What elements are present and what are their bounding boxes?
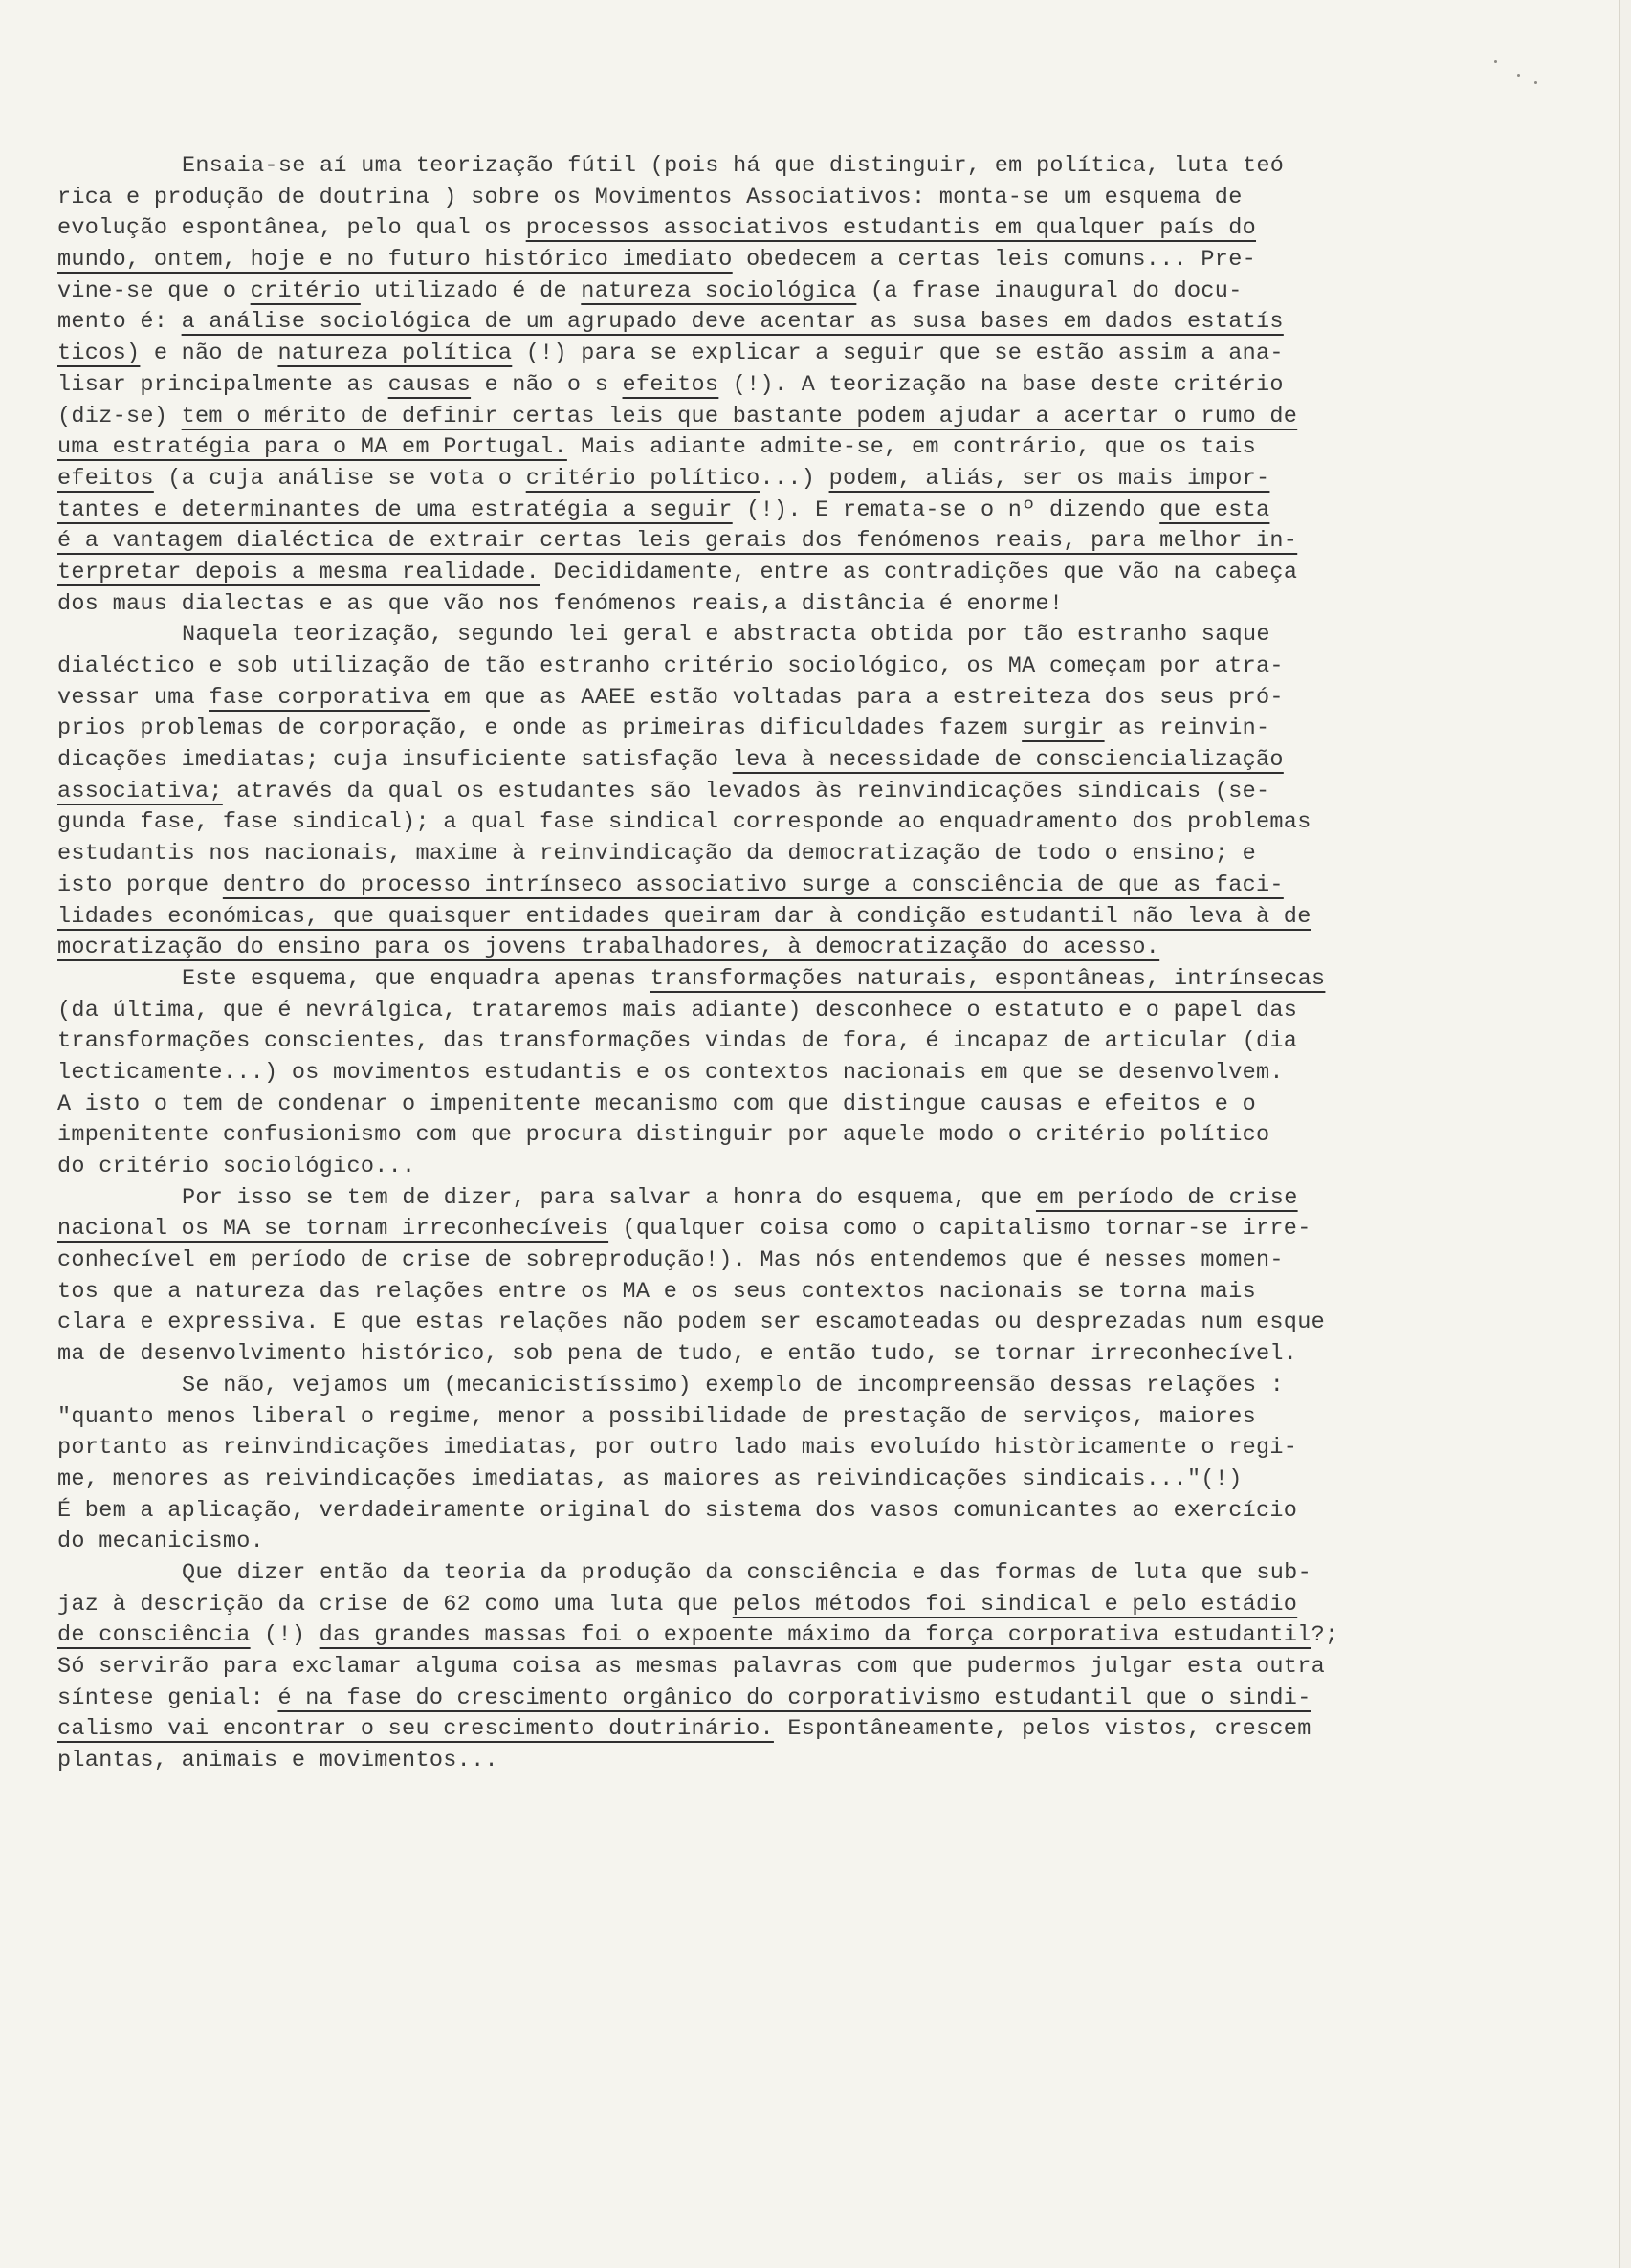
underlined-text: lidades económicas, que quaisquer entidades queiram dar à condição estudantil não leva à de <box>57 903 1311 930</box>
text-line <box>57 1620 1550 1652</box>
text-line <box>57 464 1550 495</box>
underlined-text: podem, aliás, ser os mais impor- <box>828 465 1270 492</box>
text-run: conhecível em período de crise de sobreprodução!). Mas nós entendemos que é nesses momen- <box>57 1247 1284 1274</box>
text-run: Naquela teorização, segundo lei geral e abstracta obtida por tão estranho saque <box>182 622 1270 649</box>
text-line <box>57 1245 1550 1277</box>
text-run: (qualquer coisa como o capitalismo tornar-se irre- <box>608 1216 1311 1243</box>
underlined-text: mocratização do ensino para os jovens trabalhadores, à democratização do acesso. <box>57 935 1160 961</box>
text-line <box>57 1652 1550 1684</box>
text-line <box>57 558 1550 589</box>
text-run: Este esquema, que enquadra apenas <box>182 965 650 992</box>
underlined-text: tem o mérito de definir certas leis que bastante podem ajudar a acertar o rumo de <box>181 403 1298 429</box>
underlined-text: mundo, ontem, hoje e no futuro histórico imediato <box>57 247 733 274</box>
underlined-text: uma estratégia para o MA em Portugal. <box>57 434 567 461</box>
text-run: mento é: <box>57 309 182 336</box>
text-run: dos maus dialectas e as que vão nos fenómenos reais,a distância é enorme! <box>57 590 1064 617</box>
underlined-text: terpretar depois a mesma realidade. <box>57 559 540 585</box>
text-line <box>57 1339 1550 1371</box>
text-run: clara e expressiva. E que estas relações não podem ser escamoteadas ou desprezadas num esque <box>57 1310 1326 1336</box>
text-line <box>57 933 1550 964</box>
text-line <box>57 1527 1550 1558</box>
underlined-text: surgir <box>1022 716 1105 742</box>
underlined-text: processos associativos estudantis em qualquer país do <box>525 215 1257 242</box>
text-run: A isto o tem de condenar o impenitente mecanismo com que distingue causas e efeitos e o <box>57 1090 1256 1117</box>
text-run: plantas, animais e movimentos... <box>57 1748 498 1774</box>
paragraph <box>57 151 1550 620</box>
text-line <box>57 1058 1550 1090</box>
text-run: tos que a natureza das relações entre os MA e os seus contextos nacionais se torna mais <box>57 1278 1256 1305</box>
text-run: do mecanicismo. <box>57 1529 265 1555</box>
text-run: síntese genial: <box>57 1684 278 1711</box>
text-line <box>57 183 1550 214</box>
text-run: vine-se que o <box>57 277 251 304</box>
text-run: e não o s <box>471 371 623 398</box>
underlined-text: critério político <box>525 465 760 492</box>
document-body <box>57 151 1550 1777</box>
text-line <box>57 307 1550 339</box>
paragraph <box>57 1558 1550 1777</box>
text-run: rica e produção de doutrina ) sobre os Movimentos Associativos: monta-se um esquema de <box>57 184 1243 210</box>
text-run: "quanto menos liberal o regime, menor a possibilidade de prestação de serviços, maiores <box>57 1403 1256 1430</box>
text-run: transformações conscientes, das transformações vindas de fora, é incapaz de articular (dia <box>57 1028 1298 1055</box>
underlined-text: tantes e determinantes de uma estratégia a seguir <box>57 496 733 523</box>
text-line <box>57 964 1550 996</box>
text-run: utilizado é de <box>360 277 582 304</box>
text-run: Só servirão para exclamar alguma coisa as mesmas palavras com que pudermos julgar esta outra <box>57 1654 1326 1680</box>
text-line <box>57 683 1550 715</box>
text-run: obedecem a certas leis comuns... Pre- <box>732 247 1257 274</box>
underlined-text: associativa; <box>57 778 223 804</box>
text-run: (diz-se) <box>57 403 182 429</box>
text-line <box>57 1183 1550 1215</box>
text-line <box>57 1714 1550 1746</box>
text-line <box>57 1277 1550 1309</box>
underlined-text: é na fase do crescimento orgânico do corporativismo estudantil que o sindi- <box>277 1684 1311 1711</box>
text-line <box>57 839 1550 870</box>
paragraph <box>57 1371 1550 1558</box>
text-line <box>57 1558 1550 1590</box>
text-run: (a frase inaugural do docu- <box>856 277 1243 304</box>
text-line <box>57 745 1550 777</box>
text-line <box>57 1026 1550 1058</box>
paragraph <box>57 1183 1550 1371</box>
text-run: Mais adiante admite-se, em contrário, que os tais <box>566 434 1257 461</box>
text-run: ma de desenvolvimento histórico, sob pena de tudo, e então tudo, se tornar irreconhecível. <box>57 1341 1298 1368</box>
text-run: (!). E remata-se o nº dizendo <box>732 496 1160 523</box>
text-line <box>57 1152 1550 1183</box>
underlined-text: pelos métodos foi sindical e pelo estádio <box>732 1591 1298 1618</box>
text-line <box>57 276 1550 308</box>
text-run: vessar uma <box>57 684 209 711</box>
text-run: Por isso se tem de dizer, para salvar a honra do esquema, que <box>182 1184 1036 1211</box>
text-run: Espontâneamente, pelos vistos, crescem <box>773 1716 1311 1743</box>
text-run: Ensaia-se aí uma teorização fútil (pois há que distinguir, em política, luta teó <box>182 153 1285 179</box>
text-line <box>57 1090 1550 1121</box>
paragraph <box>57 620 1550 964</box>
text-run: É bem a aplicação, verdadeiramente original do sistema dos vasos comunicantes ao exercício <box>57 1497 1298 1524</box>
text-line <box>57 213 1550 245</box>
underlined-text: em período de crise <box>1035 1184 1298 1211</box>
text-run: as reinvin- <box>1104 716 1270 742</box>
text-line <box>57 339 1550 370</box>
text-line <box>57 1120 1550 1152</box>
text-line <box>57 1433 1550 1464</box>
underlined-text: efeitos <box>57 465 154 492</box>
text-run: ...) <box>760 465 829 492</box>
underlined-text: é a vantagem dialéctica de extrair certas leis gerais dos fenómenos reais, para melhor in- <box>57 528 1298 555</box>
text-line <box>57 1684 1550 1715</box>
text-run: (a cuja análise se vota o <box>153 465 526 492</box>
paper-specks <box>1485 53 1542 91</box>
text-run: dicações imediatas; cuja insuficiente satisfação <box>57 747 733 774</box>
underlined-text: fase corporativa <box>209 684 430 711</box>
text-line <box>57 777 1550 808</box>
text-line <box>57 526 1550 558</box>
text-line <box>57 1590 1550 1621</box>
underlined-text: causas <box>387 371 472 398</box>
text-run: do critério sociológico... <box>57 1154 416 1179</box>
underlined-text: ticos) <box>57 341 141 367</box>
underlined-text: natureza sociológica <box>581 277 857 304</box>
text-line <box>57 1464 1550 1496</box>
text-run: Que dizer então da teoria da produção da consciência e das formas de luta que sub- <box>182 1559 1311 1586</box>
text-run: dialéctico e sob utilização de tão estranho critério sociológico, os MA começam por atra- <box>57 653 1284 679</box>
underlined-text: dentro do processo intrínseco associativo surge a consciência de que as faci- <box>222 871 1284 898</box>
text-line <box>57 714 1550 745</box>
text-line <box>57 495 1550 527</box>
underlined-text: de consciência <box>57 1622 251 1649</box>
underlined-text: leva à necessidade de consciencialização <box>732 747 1284 774</box>
underlined-text: efeitos <box>622 371 719 398</box>
text-line <box>57 651 1550 683</box>
text-line <box>57 1371 1550 1402</box>
text-run: através da qual os estudantes são levados às reinvindicações sindicais (se- <box>222 778 1270 804</box>
text-line <box>57 432 1550 464</box>
text-run: (da última, que é nevrálgica, trataremos mais adiante) desconhece o estatuto e o papel das <box>57 997 1298 1024</box>
underlined-text: critério <box>250 277 361 304</box>
text-run: isto porque <box>57 871 223 898</box>
underlined-text: transformações naturais, espontâneas, intrínsecas <box>650 965 1326 992</box>
underlined-text: nacional os MA se tornam irreconhecíveis <box>57 1216 609 1243</box>
text-run: Se não, vejamos um (mecanicistíssimo) exemplo de incompreensão dessas relações : <box>182 1372 1285 1398</box>
text-run: lecticamente...) os movimentos estudantis e os contextos nacionais em que se desenvolvem. <box>57 1059 1284 1086</box>
text-run: (!). A teorização na base deste critério <box>718 371 1284 398</box>
text-line <box>57 1746 1550 1777</box>
text-run: impenitente confusionismo com que procura distinguir por aquele modo o critério político <box>57 1122 1270 1149</box>
text-run: portanto as reinvindicações imediatas, por outro lado mais evoluído històricamente o regi- <box>57 1435 1298 1462</box>
text-line <box>57 996 1550 1027</box>
underlined-text: a análise sociológica de um agrupado deve acentar as susa bases em dados estatís <box>181 309 1284 336</box>
text-line <box>57 1402 1550 1434</box>
text-line <box>57 1214 1550 1245</box>
text-line <box>57 151 1550 183</box>
text-run: Decididamente, entre as contradições que vão na cabeça <box>540 559 1298 585</box>
text-run: gunda fase, fase sindical); a qual fase sindical corresponde ao enquadramento dos problemas <box>57 809 1311 836</box>
underlined-text: das grandes massas foi o expoente máximo da força corporativa estudantil <box>319 1622 1311 1649</box>
text-run: evolução espontânea, pelo qual os <box>57 215 526 242</box>
text-line <box>57 620 1550 651</box>
text-run: em que as AAEE estão voltadas para a estreiteza dos seus pró- <box>429 684 1284 711</box>
text-run: lisar principalmente as <box>57 371 388 398</box>
text-line <box>57 1496 1550 1528</box>
text-run: me, menores as reivindicações imediatas, as maiores as reivindicações sindicais..."(!) <box>57 1465 1243 1492</box>
text-line <box>57 870 1550 902</box>
text-run: (!) <box>250 1622 320 1649</box>
text-run: ?; <box>1311 1622 1339 1649</box>
text-run: prios problemas de corporação, e onde as primeiras dificuldades fazem <box>57 716 1023 742</box>
text-line <box>57 902 1550 934</box>
text-run: (!) para se explicar a seguir que se estão assim a ana- <box>512 341 1284 367</box>
text-line <box>57 245 1550 276</box>
paragraph <box>57 964 1550 1183</box>
text-run: e não de <box>140 341 278 367</box>
text-run: estudantis nos nacionais, maxime à reinvindicação da democratização de todo o ensino; e <box>57 841 1256 868</box>
text-line <box>57 807 1550 839</box>
underlined-text: natureza política <box>277 341 513 367</box>
underlined-text: calismo vai encontrar o seu crescimento doutrinário. <box>57 1716 774 1743</box>
text-line <box>57 370 1550 402</box>
text-run: jaz à descrição da crise de 62 como uma luta que <box>57 1591 733 1618</box>
underlined-text: que esta <box>1159 496 1270 523</box>
text-line <box>57 402 1550 433</box>
text-line <box>57 589 1550 621</box>
text-line <box>57 1308 1550 1339</box>
